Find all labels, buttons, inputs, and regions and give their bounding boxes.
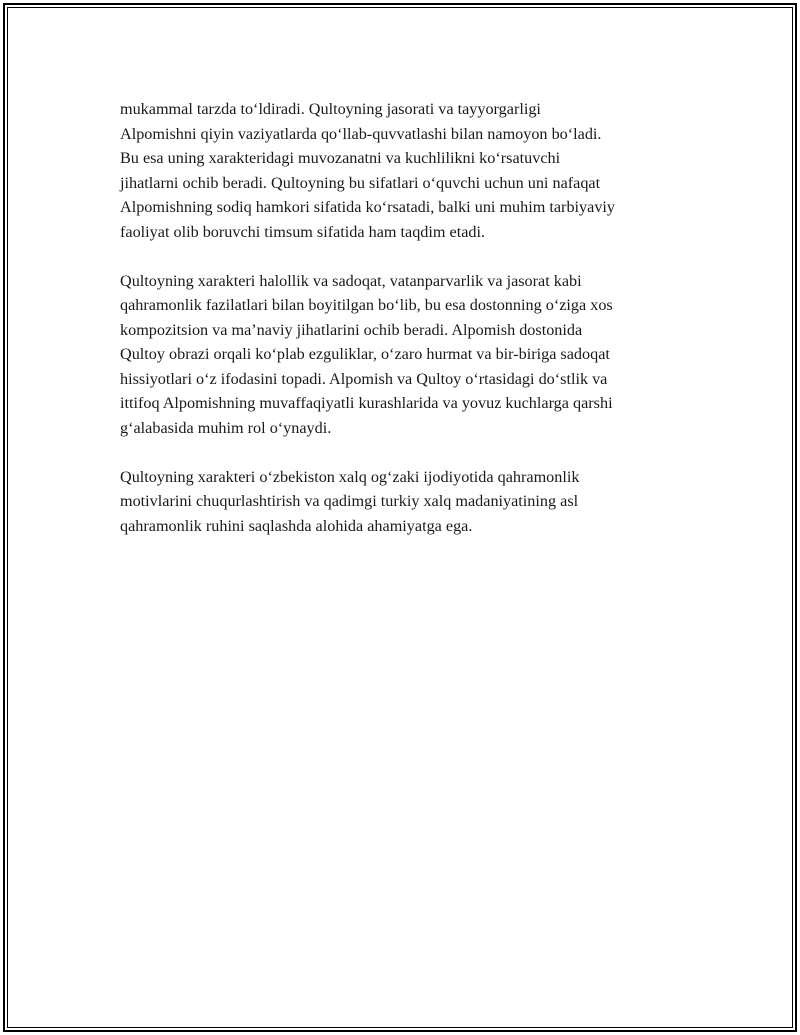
paragraph-3: Qultoyning xarakteri o‘zbekiston xalq og‘zaki ijodiyotida qahramonlik motivlarini chuqurlashtirish va qadimgi turkiy xalq madaniyatining asl qahramonlik ruhini saqlashda alohida ahamiyatga ega. xyxy=(120,467,580,535)
paragraph-1: mukammal tarzda to‘ldiradi. Qultoyning jasorati va tayyorgarligi Alpomishni qiyin vaziyatlarda qo‘llab-quvvatlashi bilan namoyon bo‘ladi. Bu esa uning xarakteridagi muvozanatni va kuchlilikni ko‘rsatuvchi jihatlarni ochib beradi. Qultoyning bu sifatlari o‘quvchi uchun uni nafaqat Alpomishning sodiq hamkori sifatida ko‘rsatadi, balki uni muhim tarbiyaviy faoliyat olib boruvchi timsum sifatida ham taqdim etadi. xyxy=(120,100,615,241)
document-body xyxy=(120,97,690,563)
paragraph-2: Qultoyning xarakteri halollik va sadoqat, vatanparvarlik va jasorat kabi qahramonlik fazilatlari bilan boyitilgan bo‘lib, bu esa dostonning o‘ziga xos kompozitsion va ma’naviy jihatlarini ochib beradi. Alpomish dostonida Qultoy obrazi orqali ko‘plab ezguliklar, o‘zaro hurmat va bir-biriga sadoqat hissiyotlari o‘z ifodasini topadi. Alpomish va Qultoy o‘rtasidagi do‘stlik va ittifoq Alpomishning muvaffaqiyatli kurashlarida va yovuz kuchlarga qarshi g‘alabasida muhim rol o‘ynaydi. xyxy=(120,271,613,437)
document-page xyxy=(3,3,797,1032)
